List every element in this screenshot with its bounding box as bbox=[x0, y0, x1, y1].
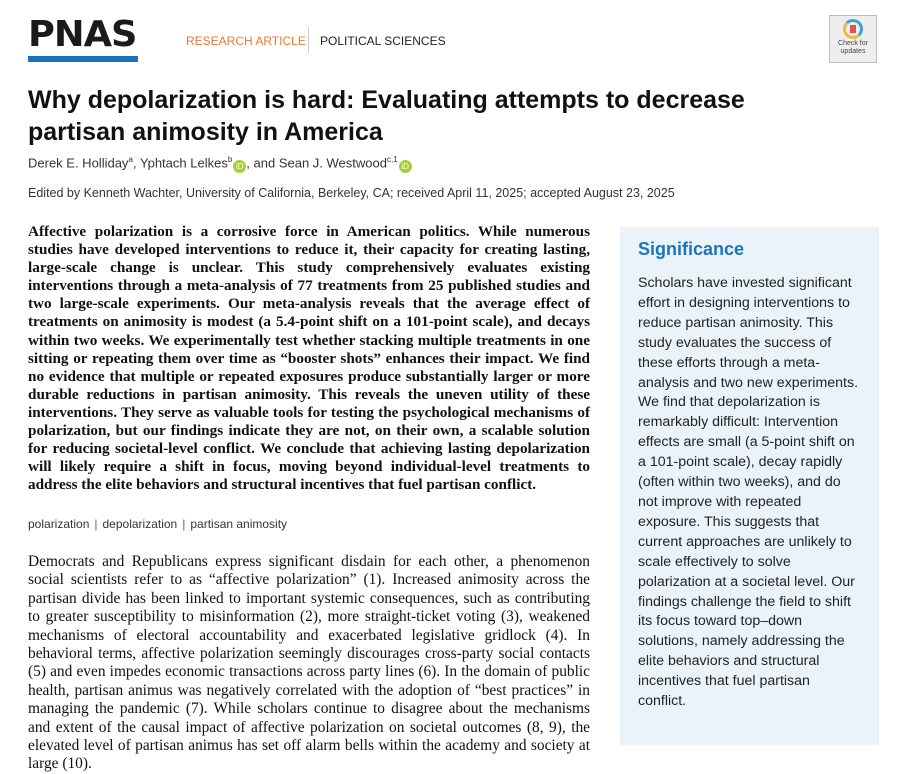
subject-label[interactable]: POLITICAL SCIENCES bbox=[320, 34, 446, 48]
author-separator: , and bbox=[246, 155, 279, 171]
check-for-updates-label: Check for updates bbox=[838, 40, 868, 55]
crossmark-icon bbox=[843, 19, 863, 39]
keyword-separator: | bbox=[182, 517, 186, 531]
author-list bbox=[28, 155, 412, 173]
orcid-icon[interactable]: iD bbox=[233, 160, 246, 173]
abstract: Affective polarization is a corrosive force in American politics. While numerous studies have developed interventions to reduce it, their capacity for creating lasting, large-scale change is unclear. This study comprehensively evaluates existing interventions through a meta-analysis of 77 treatments from 25 published studies and two large-scale experiments. Our meta-analysis reveals that the average effect of treatments on animosity is modest (a 5.4-point shift on a 101-point scale), and decays within two weeks. We experimentally test whether stacking multiple treatments in one sitting or repeating them over time as “booster shots” enhances their impact. We find no evidence that multiple or repeated exposures produce substantially larger or more durable reductions in partisan animosity. This reveals the uneven utility of these interventions. They serve as valuable tools for testing the psychological mechanisms of polarization, but our findings indicate they are not, on their own, a scalable solution for reducing societal-level conflict. We conclude that achieving lasting depolarization will likely require a shift in focus, moving beyond individual-level treatments to address the elite behaviors and structural incentives that fuel partisan conflict. bbox=[28, 223, 590, 494]
significance-box bbox=[620, 227, 879, 745]
author-affiliation[interactable]: a bbox=[128, 155, 133, 164]
check-for-updates-button[interactable] bbox=[829, 15, 877, 63]
edited-by: Edited by Kenneth Wachter, University of California, Berkeley, CA; received April 11, 2025; accepted August 23, 2025 bbox=[28, 186, 675, 200]
keyword-separator: | bbox=[94, 517, 98, 531]
keyword[interactable]: depolarization bbox=[102, 517, 178, 531]
keyword[interactable]: polarization bbox=[28, 517, 90, 531]
significance-text: Scholars have invested significant effort in designing interventions to reduce partisan animosity. This study evaluates the success of these efforts through a meta-analysis and two new experiments. We find that depolarization is remarkably difficult: Intervention effects are small (a 5-point shift on a 101-point scale), decay rapidly (often within two weeks), and do not improve with repeated exposure. This suggests that current approaches are unlikely to scale effectively to solve polarization at a societal level. Our findings challenge the field to shift its focus toward top–down solutions, namely addressing the elite behaviors and structural incentives that fuel partisan conflict. bbox=[638, 275, 859, 710]
body-paragraph: Democrats and Republicans express significant disdain for each other, a phenomenon social scientists refer to as “affective polarization” (1). Increased animosity across the partisan divide has been linked to important systemic consequences, such as contributing to greater susceptibility to misinformation (2), more straight-ticket voting (3), weakened mechanisms of electoral accountability and exacerbated legislative gridlock (4). In behavioral terms, affective polarization seemingly discourages cross-party social contacts (5) and even impedes economic transactions across party lines (6). In the domain of public health, partisan animus was negatively correlated with the adoption of “best practices” in managing the pandemic (7). While scholars continue to disagree about the mechanisms and extent of the causal impact of affective polarization on societal outcomes (8, 9), the elevated level of partisan animus has set off alarm bells within the academy and society at large (10). bbox=[28, 553, 590, 773]
keyword[interactable]: partisan animosity bbox=[190, 517, 288, 531]
logo-text: PNAS bbox=[28, 14, 137, 55]
author-name[interactable]: Sean J. Westwood bbox=[278, 155, 387, 171]
author-affiliation[interactable]: b bbox=[227, 155, 233, 164]
author-affiliation[interactable]: c,1 bbox=[386, 155, 398, 164]
orcid-icon[interactable]: iD bbox=[399, 160, 412, 173]
article-title: Why depolarization is hard: Evaluating attempts to decrease partisan animosity in America bbox=[28, 86, 745, 146]
significance-heading: Significance bbox=[638, 239, 745, 259]
author-separator: , bbox=[132, 155, 140, 171]
logo-underline bbox=[28, 56, 138, 62]
header-divider bbox=[308, 27, 309, 53]
keywords bbox=[28, 517, 287, 531]
article-type-label[interactable]: RESEARCH ARTICLE bbox=[186, 34, 306, 48]
author-name[interactable]: Derek E. Holliday bbox=[28, 155, 129, 171]
author-name[interactable]: Yphtach Lelkes bbox=[139, 155, 228, 171]
pnas-logo[interactable] bbox=[28, 16, 138, 62]
